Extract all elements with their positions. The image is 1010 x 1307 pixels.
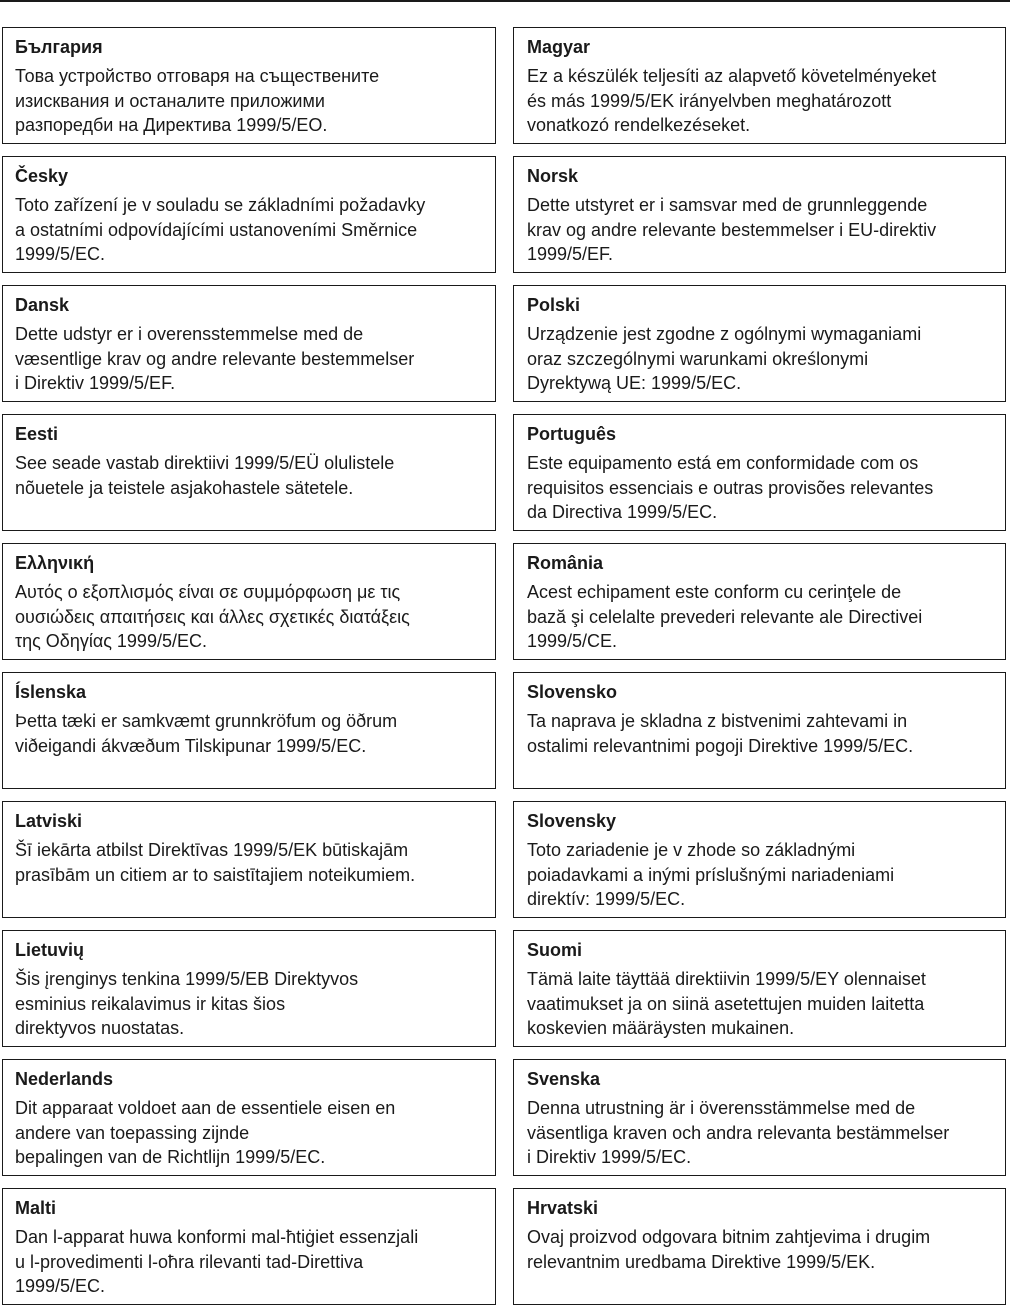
language-heading: Polski — [527, 295, 581, 315]
language-heading: Lietuvių — [15, 940, 85, 960]
language-heading: Português — [527, 424, 617, 444]
declaration-box-hungarian — [513, 27, 1006, 144]
language-heading: България — [15, 37, 103, 57]
declaration-box-greek — [2, 543, 496, 660]
language-heading: Eesti — [15, 424, 59, 444]
declaration-text: Toto zařízení je v souladu se základními požadavky a ostatními odpovídajícími ustanoveními Směrnice 1999/5/EC. — [15, 195, 426, 264]
declaration-box-latvian — [2, 801, 496, 918]
declaration-text: Tämä laite täyttää direktiivin 1999/5/EY olennaiset vaatimukset ja on siinä asetettujen muiden laitetta koskevien määräysten mukainen. — [527, 969, 926, 1038]
declaration-text: Dette utstyret er i samsvar med de grunnleggende krav og andre relevante bestemmelser i EU-direktiv 1999/5/EF. — [527, 195, 937, 264]
language-heading: Hrvatski — [527, 1198, 599, 1218]
declaration-box-slovenian — [513, 672, 1006, 789]
declaration-box-finnish — [513, 930, 1006, 1047]
language-heading: Slovensky — [527, 811, 617, 831]
top-rule — [0, 0, 1010, 2]
declaration-text: Toto zariadenie je v zhode so základnými poiadavkami a inými príslušnými nariadeniami direktív: 1999/5/EC. — [527, 840, 895, 909]
language-heading: Dansk — [15, 295, 70, 315]
declaration-text: Šis įrenginys tenkina 1999/5/EB Direktyvos esminius reikalavimus ir kitas šios direktyvos nuostatas. — [15, 969, 359, 1038]
declarations-grid — [2, 27, 1006, 1305]
declaration-box-lithuanian — [2, 930, 496, 1047]
declaration-box-danish — [2, 285, 496, 402]
declaration-box-dutch — [2, 1059, 496, 1176]
declaration-box-romanian — [513, 543, 1006, 660]
language-heading: Ελληνική — [15, 553, 95, 573]
language-heading: Svenska — [527, 1069, 601, 1089]
language-heading: Slovensko — [527, 682, 618, 702]
declaration-text: Ez a készülék teljesíti az alapvető követelményeket és más 1999/5/EK irányelvben meghatározott vonatkozó rendelkezéseket. — [527, 66, 937, 135]
declaration-text: Dette udstyr er i overensstemmelse med de væsentlige krav og andre relevante bestemmelser i Direktiv 1999/5/EF. — [15, 324, 415, 393]
declaration-box-croatian — [513, 1188, 1006, 1305]
language-heading: Česky — [15, 166, 69, 186]
declaration-text: Urządzenie jest zgodne z ogólnymi wymaganiami oraz szczególnymi warunkami określonymi Dyrektywą UE: 1999/5/EC. — [527, 324, 922, 393]
declaration-box-slovak — [513, 801, 1006, 918]
declaration-text: Denna utrustning är i överensstämmelse med de väsentliga kraven och andra relevanta bestämmelser i Direktiv 1999/5/EC. — [527, 1098, 950, 1167]
declaration-text: Acest echipament este conform cu cerinţele de bază şi celelalte prevederi relevante ale Directivei 1999/5/CE. — [527, 582, 923, 651]
declaration-text: Ovaj proizvod odgovara bitnim zahtjevima i drugim relevantnim uredbama Direktive 1999/5/EK. — [527, 1227, 931, 1272]
declaration-text: Αυτός ο εξοπλισμός είναι σε συμμόρφωση με τις ουσιώδεις απαιτήσεις και άλλες σχετικές διατάξεις της Οδηγίας 1999/5/EC. — [15, 582, 410, 651]
language-heading: România — [527, 553, 604, 573]
language-heading: Íslenska — [15, 682, 87, 702]
declaration-text: Dan l-apparat huwa konformi mal-ħtiġiet essenzjali u l-provedimenti l-oħra rilevanti tad-Direttiva 1999/5/EC. — [15, 1227, 419, 1296]
declaration-box-maltese — [2, 1188, 496, 1305]
declaration-box-bulgarian — [2, 27, 496, 144]
declaration-text: Dit apparaat voldoet aan de essentiele eisen en andere van toepassing zijnde bepalingen van de Richtlijn 1999/5/EC. — [15, 1098, 396, 1167]
declaration-text: Това устройство отговаря на съществените изисквания и останалите приложими разпоредби на Директива 1999/5/ЕО. — [15, 66, 380, 135]
declaration-box-icelandic — [2, 672, 496, 789]
declaration-box-polish — [513, 285, 1006, 402]
declaration-text: Þetta tæki er samkvæmt grunnkröfum og öðrum viðeigandi ákvæðum Tilskipunar 1999/5/EC. — [15, 711, 398, 756]
declaration-box-czech — [2, 156, 496, 273]
declaration-box-estonian — [2, 414, 496, 531]
declaration-box-norwegian — [513, 156, 1006, 273]
language-heading: Norsk — [527, 166, 579, 186]
declaration-box-portuguese — [513, 414, 1006, 531]
declaration-text: Ta naprava je skladna z bistvenimi zahtevami in ostalimi relevantnimi pogoji Direktive 1999/5/EC. — [527, 711, 914, 756]
declaration-text: Este equipamento está em conformidade com os requisitos essenciais e outras provisões relevantes da Directiva 1999/5/EC. — [527, 453, 934, 522]
language-heading: Nederlands — [15, 1069, 114, 1089]
declaration-box-swedish — [513, 1059, 1006, 1176]
language-heading: Latviski — [15, 811, 83, 831]
declaration-text: See seade vastab direktiivi 1999/5/EÜ olulistele nõuetele ja teistele asjakohastele sätetele. — [15, 453, 395, 498]
language-heading: Suomi — [527, 940, 583, 960]
language-heading: Malti — [15, 1198, 57, 1218]
language-heading: Magyar — [527, 37, 591, 57]
declaration-text: Šī iekārta atbilst Direktīvas 1999/5/EK būtiskajām prasībām un citiem ar to saistītajiem noteikumiem. — [15, 840, 416, 885]
